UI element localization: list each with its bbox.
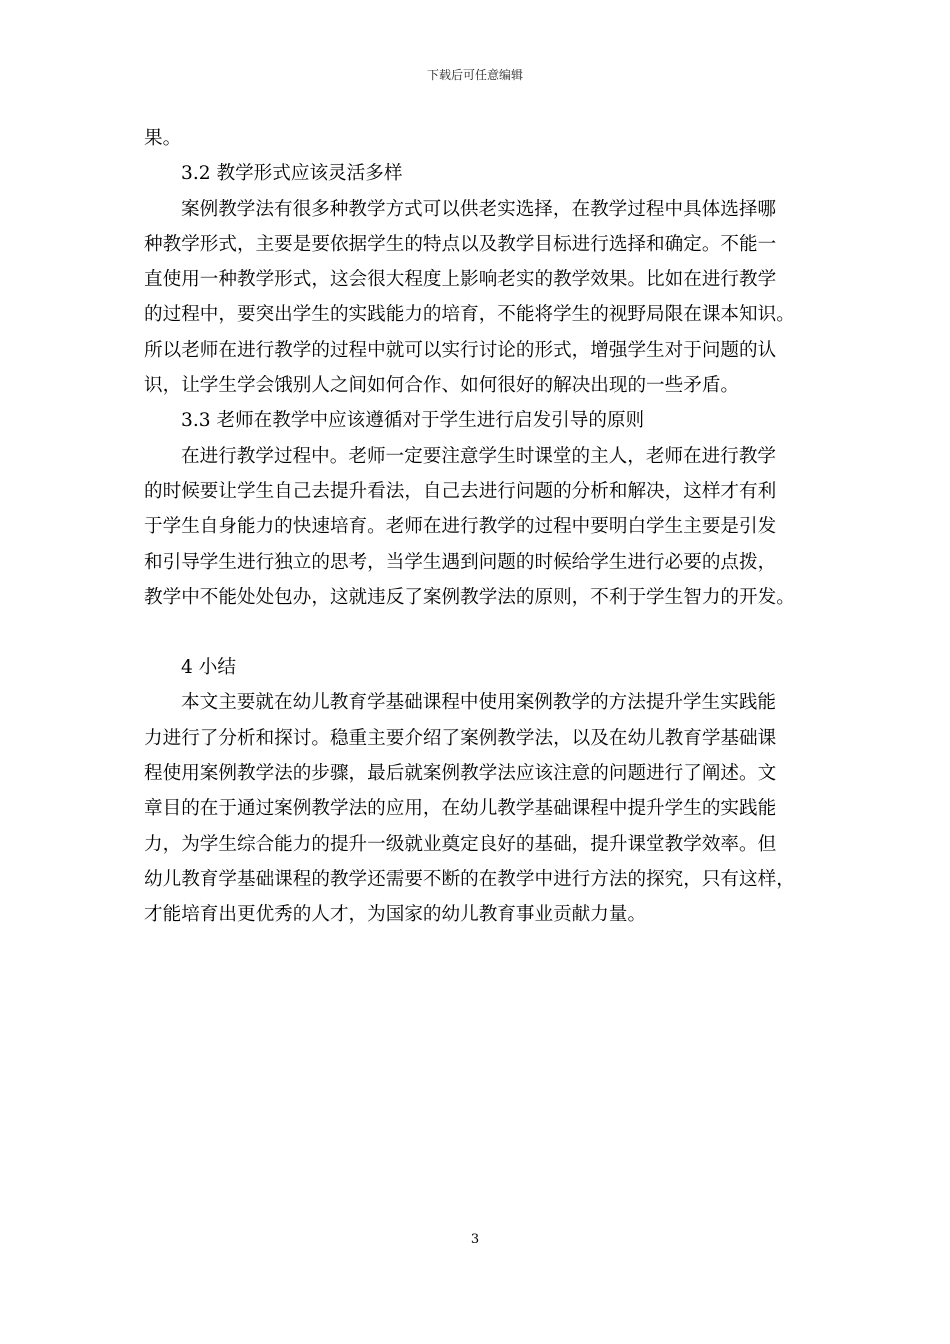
- paragraph-line: 力，为学生综合能力的提升一级就业奠定良好的基础，提升课堂教学效率。但: [144, 833, 777, 855]
- section-heading-4: 4 小结: [181, 657, 236, 679]
- paragraph-line: 直使用一种教学形式，这会很大程度上影响老实的教学效果。比如在进行教学: [144, 269, 777, 291]
- carry-over-text: 果。: [144, 128, 182, 149]
- paragraph-line: 所以老师在进行教学的过程中就可以实行讨论的形式，增强学生对于问题的认: [144, 339, 777, 361]
- paragraph-line: 种教学形式，主要是要依据学生的特点以及教学目标进行选择和确定。不能一: [144, 233, 777, 255]
- paragraph-line: 案例教学法有很多种教学方式可以供老实选择，在教学过程中具体选择哪: [181, 198, 777, 220]
- paragraph-line: 才能培育出更优秀的人才，为国家的幼儿教育事业贡献力量。: [144, 904, 647, 926]
- paragraph-line: 和引导学生进行独立的思考，当学生遇到问题的时候给学生进行必要的点拨，: [144, 551, 777, 573]
- paragraph-line: 识，让学生学会饿别人之间如何合作、如何很好的解决出现的一些矛盾。: [144, 375, 740, 397]
- paragraph-line: 程使用案例教学法的步骤，最后就案例教学法应该注意的问题进行了阐述。文: [144, 763, 777, 785]
- document-body: [144, 121, 816, 933]
- section-heading-3-2: 3.2 教学形式应该灵活多样: [181, 163, 403, 185]
- paragraph-line: 在进行教学过程中。老师一定要注意学生时课堂的主人，老师在进行教学: [181, 445, 777, 467]
- paragraph-line: 本文主要就在幼儿教育学基础课程中使用案例教学的方法提升学生实践能: [181, 692, 777, 714]
- paragraph-line: 教学中不能处处包办，这就违反了案例教学法的原则，不利于学生智力的开发。: [144, 586, 795, 608]
- paragraph-spacer: [144, 615, 816, 650]
- paragraph-3-2: [144, 192, 816, 404]
- paragraph-line: 幼儿教育学基础课程的教学还需要不断的在教学中进行方法的探究，只有这样，: [144, 868, 795, 890]
- paragraph-4: [144, 685, 816, 932]
- paragraph-line: 力进行了分析和探讨。稳重主要介绍了案例教学法，以及在幼儿教育学基础课: [144, 727, 777, 749]
- paragraph-line: 的时候要让学生自己去提升看法，自己去进行问题的分析和解决，这样才有利: [144, 480, 777, 502]
- page-number: 3: [470, 1232, 480, 1247]
- section-heading-3-3: 3.3 老师在教学中应该遵循对于学生进行启发引导的原则: [181, 410, 645, 432]
- page-header: 下载后可任意编辑: [426, 68, 523, 82]
- paragraph-line: 的过程中，要突出学生的实践能力的培育，不能将学生的视野局限在课本知识。: [144, 304, 795, 326]
- paragraph-3-3: [144, 439, 816, 615]
- paragraph-line: 于学生自身能力的快速培育。老师在进行教学的过程中要明白学生主要是引发: [144, 516, 777, 538]
- paragraph-line: 章目的在于通过案例教学法的应用，在幼儿教学基础课程中提升学生的实践能: [144, 798, 777, 820]
